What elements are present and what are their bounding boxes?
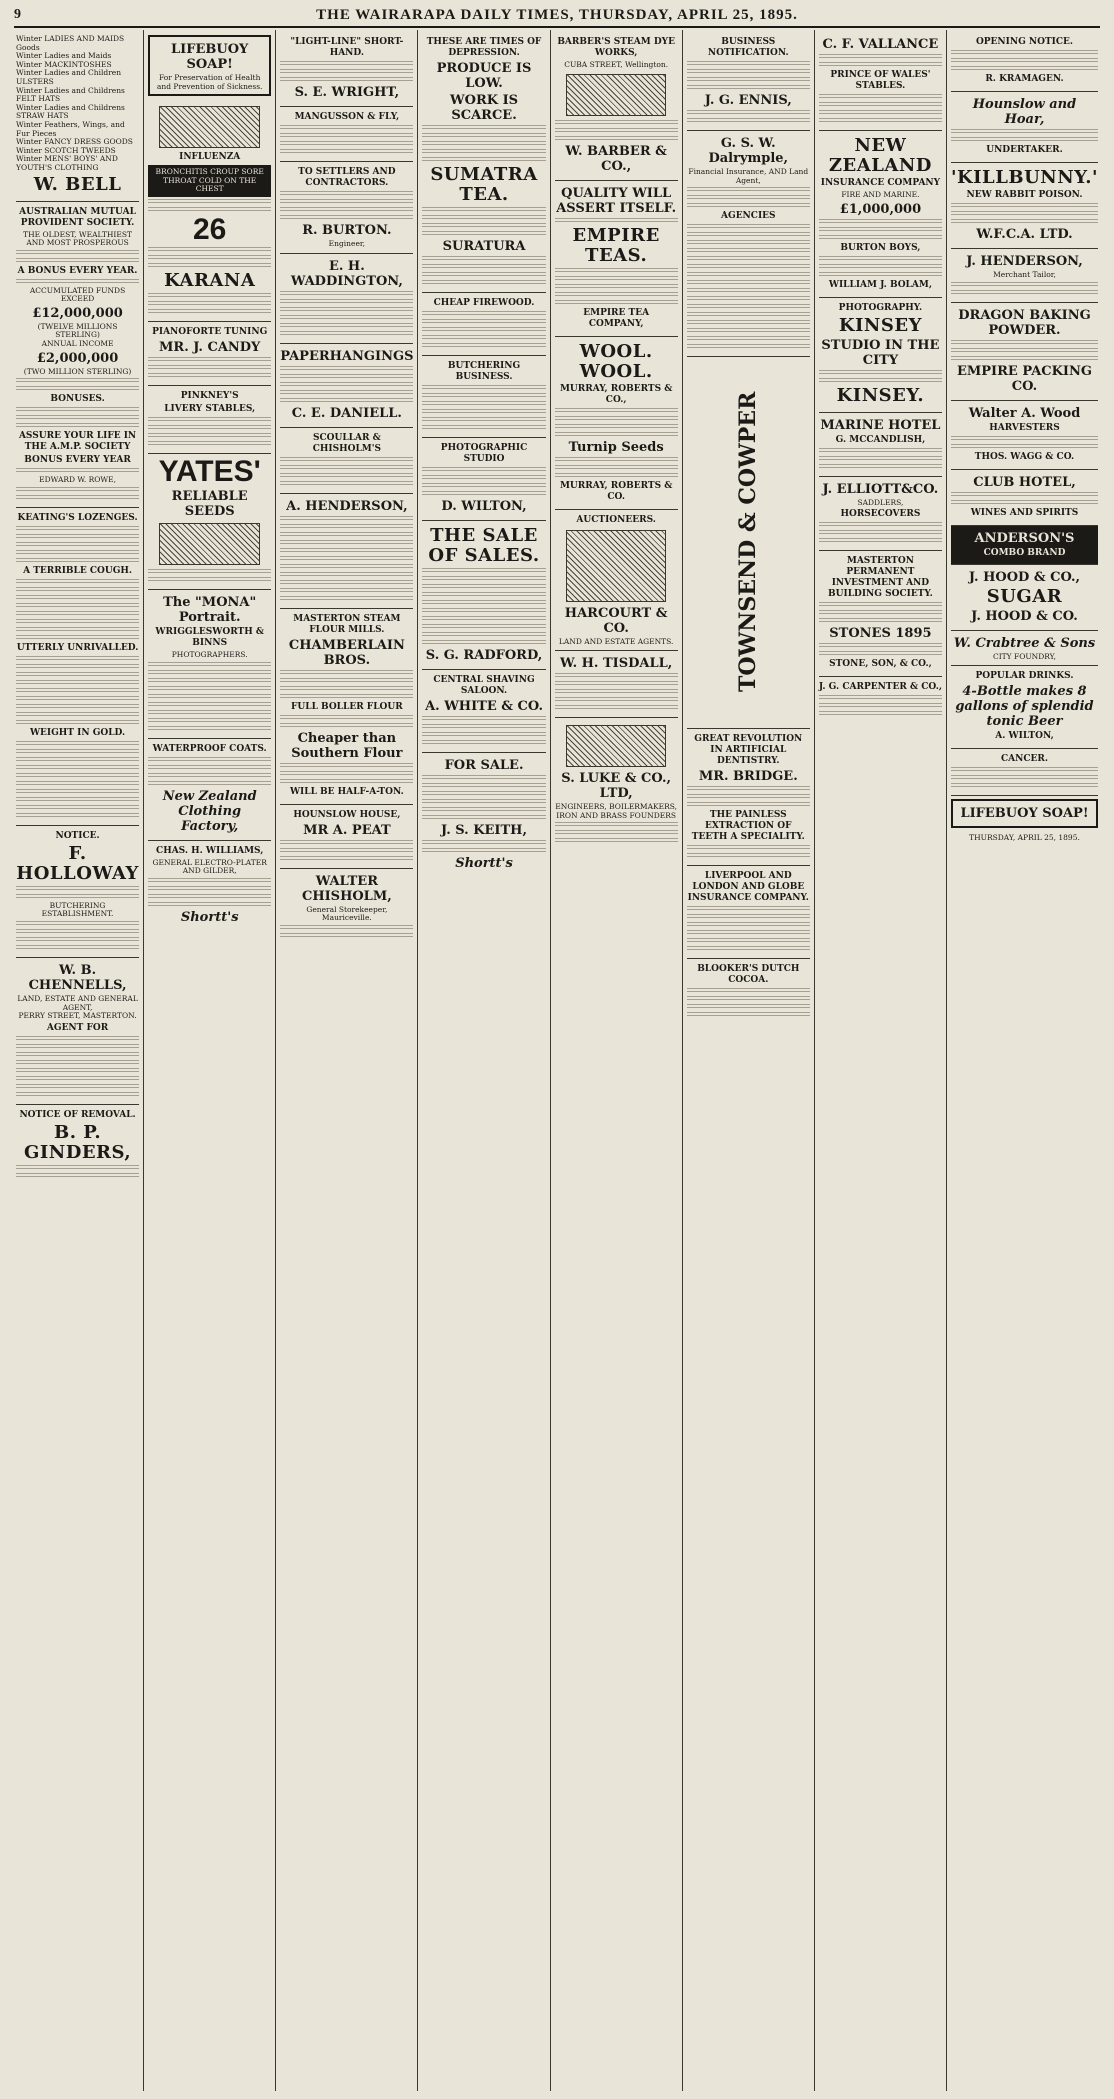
ad-text: SADDLERS, <box>857 497 904 507</box>
column-1 <box>12 30 144 2091</box>
ad-text: Walter A. Wood <box>968 405 1081 421</box>
ad-text: TO SETTLERS AND CONTRACTORS. <box>298 167 396 188</box>
ad-text: INSURANCE COMPANY <box>820 178 941 188</box>
ad-text: MR A. PEAT <box>303 822 391 838</box>
ad-text: Winter Ladies and Children ULSTERS <box>16 68 122 86</box>
ad-text: BUTCHERING ESTABLISHMENT. <box>41 900 114 919</box>
ad-text: STONE, SON, & CO., <box>829 659 932 670</box>
ad-henderson <box>280 494 413 609</box>
ad-butchering <box>422 356 545 438</box>
ad-dragon <box>951 303 1098 401</box>
ad-text: Merchant Tailor, <box>993 270 1056 279</box>
ad-popular-drinks <box>951 666 1098 749</box>
ad-cancer <box>951 749 1098 796</box>
ad-text: THOS. WAGG & CO. <box>974 451 1075 462</box>
ad-nz-insurance <box>819 131 942 298</box>
ad-hood <box>951 565 1098 631</box>
ad-club-hotel <box>951 470 1098 526</box>
ad-text: PHOTOGRAPHY. <box>838 302 923 313</box>
ad-text: EDWARD W. ROWE, <box>39 475 116 485</box>
ad-text: THESE ARE TIMES OF DEPRESSION. <box>426 37 542 58</box>
ad-text: Winter Feathers, Wings, and Fur Pieces <box>16 119 125 138</box>
ad-text: THE PAINLESS EXTRACTION OF TEETH A SPECIALITY. <box>691 810 805 843</box>
ad-shorthand <box>280 32 413 107</box>
ad-text: £12,000,000 <box>32 305 123 321</box>
ad-text: Winter Ladies and Childrens FELT HATS <box>16 85 125 104</box>
ad-text: WILL BE HALF-A-TON. <box>289 786 404 797</box>
ad-text: BUSINESS NOTIFICATION. <box>707 37 789 58</box>
ad-text: S. G. RADFORD, <box>425 648 543 663</box>
ad-text: PHOTOGRAPHIC STUDIO <box>440 443 528 464</box>
ad-text: LAND, ESTATE AND GENERAL AGENT, <box>17 994 138 1012</box>
ad-text: S. LUKE & CO., LTD, <box>561 771 671 802</box>
ad-text: NEW RABBIT POISON. <box>966 190 1083 200</box>
ad-text: WEIGHT IN GOLD. <box>29 727 126 738</box>
ad-text: WALTER CHISHOLM, <box>301 873 392 904</box>
ad-lifebuoy <box>148 35 271 96</box>
ad-hounslow-house <box>280 805 413 869</box>
ad-text: AUCTIONEERS. <box>576 514 656 525</box>
ad-carpenter <box>819 677 942 723</box>
ad-text: HOUNSLOW HOUSE, <box>293 809 401 820</box>
ad-text: Winter MENS' BOYS' AND YOUTH'S CLOTHING <box>16 154 118 172</box>
ad-text: J. S. KEITH, <box>441 823 527 838</box>
ad-holloway <box>16 826 139 958</box>
ad-crabtree <box>951 631 1098 667</box>
ad-text: MURRAY, ROBERTS & CO. <box>559 480 673 502</box>
column-4 <box>418 30 550 2091</box>
ad-text: R. KRAMAGEN. <box>985 74 1064 84</box>
ad-text: BUTCHERING BUSINESS. <box>447 361 521 382</box>
ad-text: Winter SCOTCH TWEEDS <box>16 145 116 155</box>
ad-text: J. HOOD & CO., <box>968 569 1081 585</box>
ad-text: ANNUAL INCOME <box>41 339 114 349</box>
page-number: 9 <box>14 7 21 22</box>
ad-sumatra-tea <box>422 32 545 293</box>
ad-text: FULL BOLLER FLOUR <box>291 701 403 712</box>
ad-text: ENGINEERS, BOILERMAKERS, IRON AND BRASS FOUNDERS <box>555 802 678 820</box>
ad-waterproof <box>148 739 271 841</box>
ad-text: A BONUS EVERY YEAR. <box>17 265 138 276</box>
ad-text: A TERRIBLE COUGH. <box>23 565 133 576</box>
engine-illustration <box>566 725 667 767</box>
ad-text: The "MONA" Portrait. <box>163 594 257 625</box>
ad-text: S. E. WRIGHT, <box>294 85 400 100</box>
ad-henderson-tailor <box>951 249 1098 303</box>
page-title: THE WAIRARAPA DAILY TIMES, THURSDAY, APRIL 25, 1895. <box>316 6 798 23</box>
ad-barbers-dye-works <box>555 32 678 181</box>
ad-text: MR. BRIDGE. <box>698 769 798 785</box>
ad-hounslow-hoar <box>951 92 1098 163</box>
ad-text: COMBO BRAND <box>983 547 1066 558</box>
ad-text: ASSURE YOUR LIFE IN THE A.M.P. SOCIETY <box>18 431 137 453</box>
ad-text: NEW ZEALAND <box>828 135 932 176</box>
ad-text: AUSTRALIAN MUTUAL PROVIDENT SOCIETY. <box>19 206 136 228</box>
ad-text: HARCOURT & CO. <box>564 605 668 636</box>
ad-text: J. HENDERSON, <box>966 254 1083 269</box>
ad-text: W. H. TISDALL, <box>560 656 673 672</box>
ad-amp-society <box>16 202 139 508</box>
ad-text: BARBER'S STEAM DYE WORKS, <box>557 37 675 58</box>
ad-winter-goods <box>16 32 139 202</box>
ad-kramagen <box>951 32 1098 92</box>
ad-text: THURSDAY, APRIL 25, 1895. <box>969 833 1080 843</box>
column-5 <box>551 30 683 2091</box>
ad-empire-teas <box>555 181 678 337</box>
ad-mangusson <box>280 107 413 162</box>
ad-text: A. WILTON, <box>995 731 1054 742</box>
ad-vallance <box>819 32 942 131</box>
ad-text: PHOTOGRAPHERS. <box>171 649 248 659</box>
ad-shaving-saloon <box>422 670 545 753</box>
ad-text: KARANA <box>164 269 256 291</box>
ad-text: PINKNEY'S <box>180 390 239 401</box>
ad-sale-of-sales <box>422 521 545 670</box>
ad-text: BRONCHITIS CROUP SORE THROAT COLD ON THE CHEST <box>148 165 271 197</box>
ad-williams <box>148 841 271 931</box>
ad-anderson-combo <box>951 526 1098 565</box>
ad-text: (TWELVE MILLIONS STERLING) <box>37 321 118 340</box>
ad-text: MR. J. CANDY <box>159 339 261 355</box>
ad-lifebuoy-2 <box>951 799 1098 828</box>
ad-candy <box>148 322 271 386</box>
ad-text: WINES AND SPIRITS <box>970 507 1079 518</box>
ad-paperhangings <box>280 344 413 428</box>
ad-flour-mills <box>280 609 413 805</box>
ad-text: J. HOOD & CO. <box>971 608 1078 624</box>
ad-text: J. G. CARPENTER & CO., <box>818 682 942 693</box>
ad-text: BONUSES. <box>50 394 105 405</box>
ad-text: UTTERLY UNRIVALLED. <box>16 642 139 653</box>
ad-text: W. Crabtree & Sons <box>953 635 1096 651</box>
ad-text: AGENT FOR <box>46 1022 109 1033</box>
ad-text: B. P. GINDERS, <box>23 1121 132 1163</box>
ad-bridge-dentistry <box>687 729 810 866</box>
ad-business-notification <box>687 32 810 131</box>
ad-text: Turnip Seeds <box>568 439 664 455</box>
ad-text: E. H. WADDINGTON, <box>290 258 403 289</box>
ad-firewood <box>422 293 545 356</box>
footer-date <box>951 831 1098 847</box>
harcourt-stamp-illustration <box>566 530 667 602</box>
ad-text: G. MCCANDLISH, <box>835 434 926 445</box>
cure-illustration <box>159 106 260 148</box>
ad-text: HARVESTERS <box>989 422 1060 433</box>
ad-text: £1,000,000 <box>839 201 922 217</box>
winter-list <box>16 35 139 173</box>
ad-text: LIFEBUOY SOAP! <box>171 42 249 72</box>
ad-text: Hounslow and Hoar, <box>972 97 1077 127</box>
ad-text: General Storekeeper, Mauriceville. <box>306 904 388 923</box>
ad-text: CHAMBERLAIN BROS. <box>288 637 405 668</box>
ad-liverpool <box>687 866 810 959</box>
ad-wool <box>555 337 678 510</box>
ad-for-sale <box>422 753 545 877</box>
ad-text: MASTERTON STEAM FLOUR MILLS. <box>293 613 401 635</box>
ad-chisholm <box>280 869 413 945</box>
ad-yates-seeds <box>148 454 271 590</box>
ad-text: Cheaper than Southern Flour <box>291 730 403 761</box>
ad-townsend <box>687 357 810 729</box>
ad-text: WRIGGLESWORTH & BINNS <box>155 626 264 648</box>
ad-text: Winter Ladies and Maids <box>16 51 112 61</box>
ad-text: FIRE AND MARINE. <box>841 190 920 199</box>
ad-text: HORSECOVERS <box>840 509 921 520</box>
ad-text: For Preservation of Health and Prevention of Sickness. <box>156 73 263 91</box>
ad-text: AGENCIES <box>721 211 776 222</box>
ad-text: PAPERHANGINGS <box>280 348 414 364</box>
ad-text: ANDERSON'S <box>974 530 1075 546</box>
ad-pinkney <box>148 386 271 454</box>
ad-text: KINSEY. <box>836 384 925 406</box>
column-2 <box>144 30 276 2091</box>
ad-text: WOOL. WOOL. <box>579 340 653 382</box>
ad-waddington <box>280 254 413 344</box>
ad-text: KEATING'S LOZENGES. <box>17 512 138 523</box>
ad-text: CHAS. H. WILLIAMS, <box>156 845 264 856</box>
ad-text: Shortt's <box>180 909 239 925</box>
ad-text: SCOULLAR & CHISHOLM'S <box>312 432 381 454</box>
ad-text: MARINE HOTEL <box>820 417 941 433</box>
ad-keating <box>16 508 139 826</box>
ad-text: STUDIO IN THE CITY <box>821 337 940 368</box>
ad-text: NOTICE OF REMOVAL. <box>19 1109 136 1120</box>
ad-text: BONUS EVERY YEAR <box>24 455 131 466</box>
ad-dalrymple <box>687 131 810 357</box>
ad-chennells <box>16 958 139 1105</box>
ad-text: KINSEY <box>838 314 922 336</box>
column-6 <box>683 30 815 2091</box>
column-3 <box>276 30 418 2091</box>
ad-text: WORK IS SCARCE. <box>450 93 519 123</box>
ad-text: New Zealand Clothing Factory, <box>162 788 257 834</box>
ad-text: EMPIRE PACKING CO. <box>956 363 1092 394</box>
ad-photo-studio <box>422 438 545 521</box>
ad-text: J. G. ENNIS, <box>704 93 792 108</box>
ad-text: (TWO MILLION STERLING) <box>23 366 132 376</box>
ad-text: A. WHITE & CO. <box>425 699 543 714</box>
ad-text: Winter Ladies and Childrens STRAW HATS <box>16 102 125 121</box>
column-7 <box>815 30 947 2091</box>
ad-text: WILLIAM J. BOLAM, <box>828 279 932 290</box>
ad-text: NOTICE. <box>55 830 100 841</box>
ad-text: 'KILLBUNNY.' <box>950 167 1098 188</box>
ad-text: J. ELLIOTT&CO. <box>822 481 939 497</box>
ad-text: FOR SALE. <box>444 758 524 773</box>
ad-text: BURTON BOYS, <box>840 242 921 253</box>
ad-mona <box>148 590 271 739</box>
ad-text: F. HOLLOWAY <box>16 842 139 884</box>
ad-text: CITY FOUNDRY, <box>992 651 1057 661</box>
ad-text: EMPIRE TEAS. <box>572 224 660 266</box>
ad-text: INFLUENZA <box>179 152 241 163</box>
ad-kilbunny <box>951 163 1098 249</box>
ad-text: 4-Bottle makes 8 gallons of splendid tonic Beer <box>955 684 1094 730</box>
ad-text: W. BARBER & CO., <box>565 143 667 174</box>
ad-text: OPENING NOTICE. <box>975 37 1074 47</box>
ad-text: GENERAL ELECTRO-PLATER AND GILDER, <box>152 857 267 876</box>
ad-text: RELIABLE SEEDS <box>171 488 248 519</box>
columns <box>12 30 1102 2091</box>
ad-text: C. F. VALLANCE <box>822 37 939 52</box>
ad-text: A. HENDERSON, <box>286 498 408 514</box>
ad-text: BLOOKER'S DUTCH COCOA. <box>697 964 800 986</box>
bell-name: W. BELL <box>33 173 122 195</box>
ad-text: Shortt's <box>455 856 513 871</box>
ad-text: THE OLDEST, WEALTHIEST AND MOST PROSPEROUS <box>23 229 133 248</box>
ad-text: Financial Insurance, AND Land Agent, <box>688 167 809 185</box>
ad-text: QUALITY WILL ASSERT ITSELF. <box>556 185 677 216</box>
ad-text: LIFEBUOY SOAP! <box>960 806 1089 822</box>
ad-scoullar <box>280 428 413 494</box>
ad-text: DRAGON BAKING POWDER. <box>958 307 1091 338</box>
ad-text: POPULAR DRINKS. <box>975 671 1074 682</box>
ad-blooker-cocoa <box>687 959 810 1024</box>
ad-text: MASTERTON PERMANENT INVESTMENT AND BUILDING SOCIETY. <box>828 556 933 600</box>
ad-ginders <box>16 1105 139 1185</box>
ad-text: PIANOFORTE TUNING <box>152 326 268 337</box>
ad-text: PRODUCE IS LOW. <box>436 61 532 91</box>
ad-text: W.F.C.A. LTD. <box>976 227 1073 242</box>
ad-text: "LIGHT-LINE" SHORT-HAND. <box>290 37 404 58</box>
ad-building-society <box>819 551 942 677</box>
ad-harcourt <box>555 510 678 652</box>
ad-text: PRINCE OF WALES' STABLES. <box>830 70 931 91</box>
ad-text: YATES' <box>158 454 261 488</box>
ad-text: WATERPROOF COATS. <box>152 743 267 754</box>
ad-text: LIVERY STABLES, <box>164 403 256 414</box>
ad-text: STONES 1895 <box>829 626 932 642</box>
ad-text: MANGUSSON & FLY, <box>294 112 400 122</box>
ad-text: D. WILTON, <box>441 499 527 514</box>
ad-text: Engineer, <box>328 239 366 248</box>
ad-text: CUBA STREET, Wellington. <box>564 60 669 69</box>
ad-text: CENTRAL SHAVING SALOON. <box>433 675 535 696</box>
ad-wood-harvesters <box>951 401 1098 470</box>
ad-text: Winter LADIES AND MAIDS Goods <box>16 34 125 52</box>
ad-influenza <box>148 99 271 322</box>
ad-text: CANCER. <box>1000 754 1048 765</box>
ad-text: THE SALE OF SALES. <box>428 525 540 566</box>
seeds-illustration <box>159 523 260 565</box>
ad-tisdall <box>555 651 678 718</box>
ad-text: C. E. DANIELL. <box>291 405 402 421</box>
ad-text: EMPIRE TEA COMPANY, <box>583 307 650 329</box>
ad-elliott <box>819 477 942 552</box>
ad-luke <box>555 718 678 850</box>
ad-text: PERRY STREET, MASTERTON. <box>18 1011 137 1021</box>
ad-text: 26 <box>193 212 227 246</box>
ad-text: MURRAY, ROBERTS & CO., <box>559 383 673 405</box>
ad-text: G. S. W. Dalrymple, <box>708 136 789 166</box>
ad-text: CLUB HOTEL, <box>973 474 1076 490</box>
ad-text: Winter FANCY DRESS GOODS <box>16 137 133 147</box>
ad-text: TOWNSEND & COWPER <box>735 392 762 693</box>
ad-text: UNDERTAKER. <box>986 145 1063 155</box>
ad-text: Winter MACKINTOSHES <box>16 59 112 69</box>
ad-text: GREAT REVOLUTION IN ARTIFICIAL DENTISTRY. <box>694 734 803 767</box>
ad-text: SUGAR <box>986 585 1063 607</box>
ad-text: CHEAP FIREWOOD. <box>433 298 535 308</box>
ad-kinsey <box>819 298 942 413</box>
column-8 <box>947 30 1102 2091</box>
royal-arms-illustration <box>566 74 667 116</box>
ad-marine-hotel <box>819 413 942 477</box>
ad-text: SURATURA <box>442 239 526 254</box>
ad-text: LAND AND ESTATE AGENTS. <box>558 636 674 646</box>
ad-text: R. BURTON. <box>302 223 392 238</box>
masthead <box>14 4 1100 28</box>
ad-text: SUMATRA TEA. <box>430 164 538 205</box>
ad-text: LIVERPOOL AND LONDON AND GLOBE INSURANCE COMPANY. <box>687 871 809 904</box>
ad-text: £2,000,000 <box>36 350 119 366</box>
ad-burton <box>280 162 413 254</box>
ad-text: ACCUMULATED FUNDS EXCEED <box>29 285 126 304</box>
ad-text: W. B. CHENNELLS, <box>28 963 127 994</box>
